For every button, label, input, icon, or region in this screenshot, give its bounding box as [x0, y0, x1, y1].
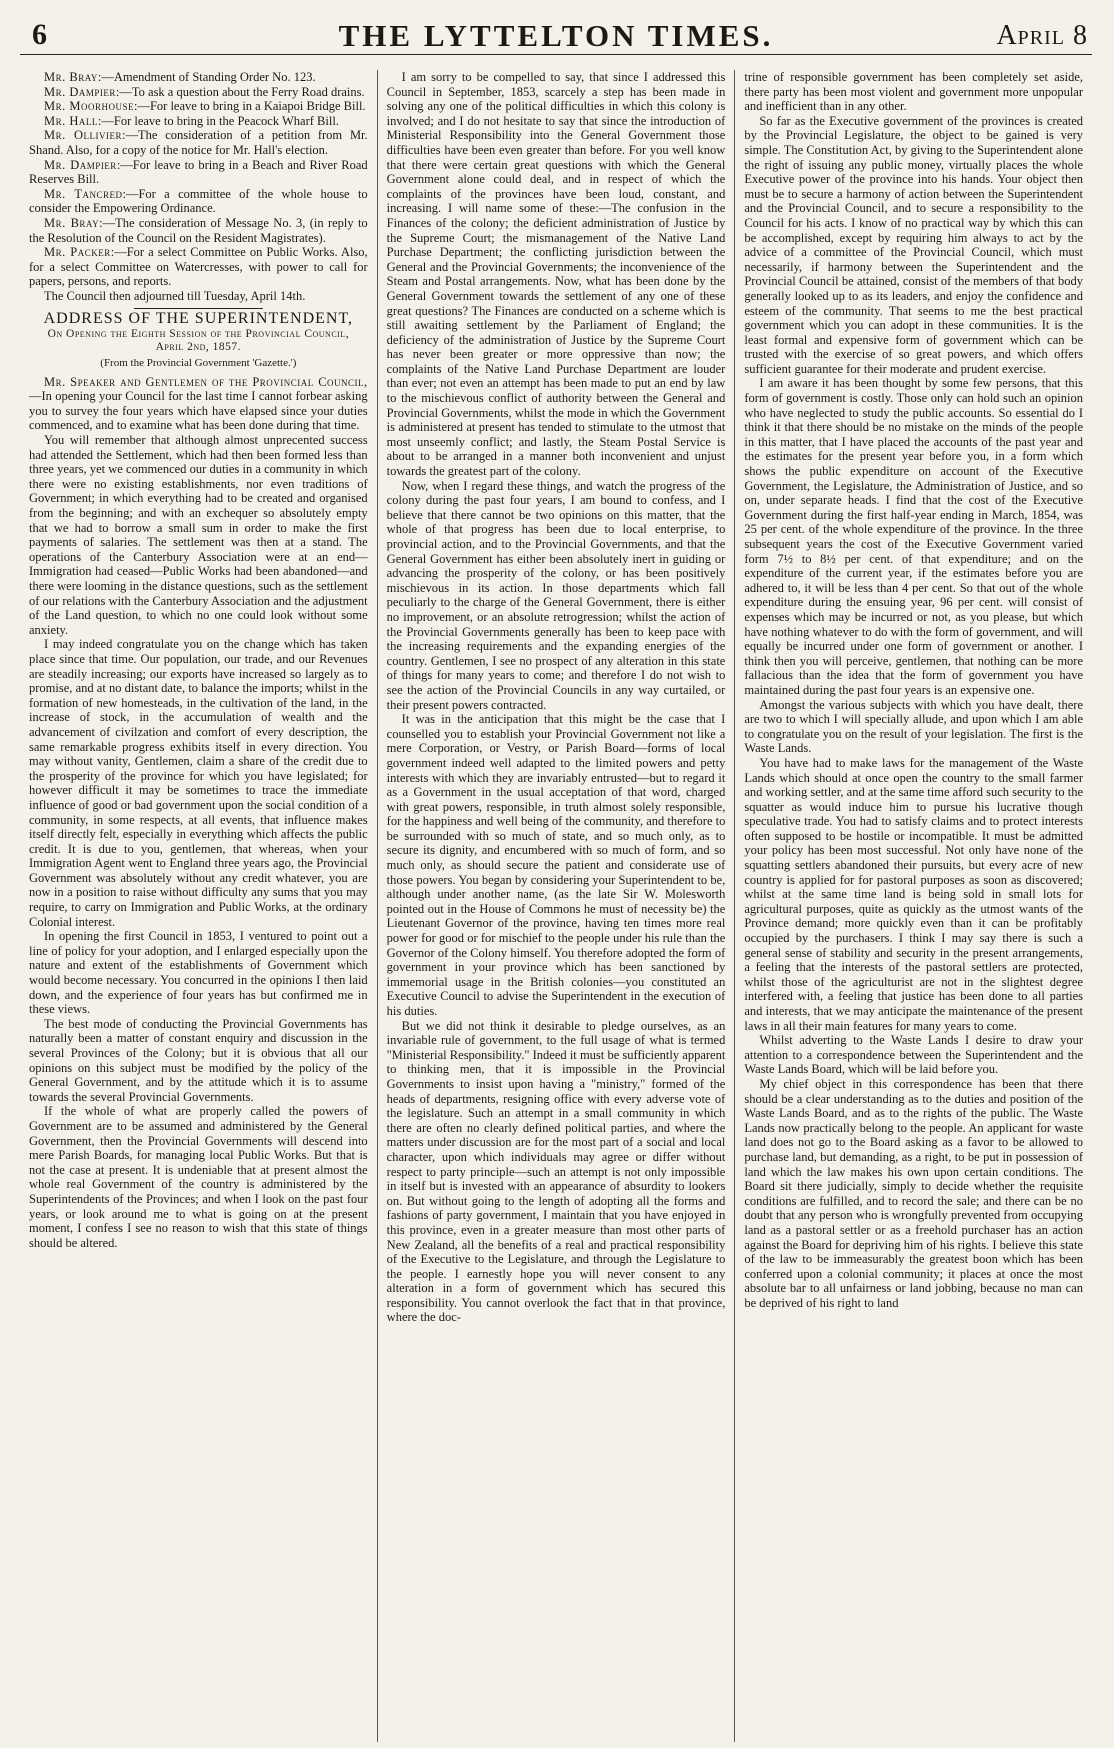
article-paragraph: trine of responsible government has been completely set aside, there party has been most violent and government more unpopular and inefficient than in any other.: [744, 70, 1084, 114]
page-number: 6: [32, 18, 47, 51]
article-paragraph: I may indeed congratulate you on the change which has taken place since that time. Our population, our trade, and our Revenues are steadily increasing; our exports have increased so largely as to promise, and at no distant date, to balance the imports; whilst in the formation of new homesteads, in the cultivation of the land, in the increase of stock, in the accumulation of wealth and the advancement of civilzation and comfort of every description, the same remarkable progress exhibits itself in every direction. You may without vanity, Gentlemen, claim a share of the credit due to the prosperity of the province for which you have legislated; for however difficult it may be sometimes to trace the immediate influence of good or bad government upon the social condition of a community, in some respects, at all events, that influence makes itself directly felt, especially in everything which affects the public credit. It is due to you, gentlemen, that whereas, when your Immigration Agent went to England three years ago, the Provincial Government was absolutely without any credit whatever, you are now in a position to raise without difficulty any sums that you may require, to carry on Immigration and Public Works, at the ordinary Colonial interest.: [29, 637, 368, 929]
article-paragraph: Now, when I regard these things, and watch the progress of the colony during the past four years, I am bound to confess, and I believe that there cannot be two opinions on this matter, that the whole of that progress has been due to local enterprise, to provincial action, and to the Provincial Governments, and that the General Government has either been absolutely inert in guiding or advancing the prosperity of the colony, or has been positively mischievous in its action. In those departments which fall peculiarly to the charge of the General Government, there is either no improvement, or an absolute retrogression; whilst the action of the Provincial Governments generally has been to keep pace with the increasing requirements and the expanding energies of the country. Gentlemen, I see no prospect of any alteration in this state of things for many years to come; and therefore I do not wish to see the action of the Provincial Councils in any way curtailed, or their present powers contracted.: [386, 478, 726, 712]
motion-speaker: Mr. Packer: [44, 245, 111, 260]
article-subheading: On Opening the Eighth Session of the Provincial Council, April 2nd, 1857.: [47, 328, 350, 354]
motion-item: [29, 99, 368, 114]
motion-speaker: Mr. Tancred: [44, 186, 123, 201]
salutation: Mr. Speaker and Gentlemen of the Provincial Council,: [44, 374, 368, 389]
motion-item: [29, 85, 368, 100]
motion-speaker: Mr. Bray: [44, 70, 98, 84]
motion-item: [29, 70, 368, 85]
motion-speaker: Mr. Hall: [44, 113, 98, 128]
motion-speaker: Mr. Moorhouse: [44, 99, 134, 114]
adjournment-note: The Council then adjourned till Tuesday, April 14th.: [44, 288, 306, 303]
article-paragraph: It was in the anticipation that this might be the case that I counselled you to establish your Provincial Government not like a mere Corporation, or Vestry, or Parish Board—forms of local government indeed well adapted to the limited powers and petty interests with which they are invariably entrusted—but to regard it as a Government in the usual acceptation of that word, charged with great powers, responsible, in truth almost solely responsible, for the happiness and well being of the community, and therefore to be surrounded with so much of state, and so much only, as to secure its dignity, and encumbered with so much of form, and so much only, as should secure the patient and considerate use of those powers. You began by considering your Superintendent to be, although under another name, (as the late Sir W. Molesworth pointed out in the House of Commons he must of necessity be) the Lieutenant Governor of the province, having ten times more real power for good or for mischief to the people under his rule than the Governor of the Colony himself. You therefore adopted the form of government in your province which has been sanctioned by immemorial usage in the British colonies—you constituted an Executive Council to advise the Superintendent in the execution of his duties.: [386, 712, 726, 1018]
article-paragraph: In opening the first Council in 1853, I ventured to point out a line of policy for your adoption, and I enlarged especially upon the nature and extent of the establishments of Government which would become necessary. You concurred in the opinions I then laid down, and the experience of four years has but confirmed me in these views.: [29, 929, 368, 1017]
column-3: [734, 70, 1092, 1742]
motion-speaker: Mr. Dampier: [44, 157, 117, 172]
article-paragraph: My chief object in this correspondence has been that there should be a clear understanding as to the duties and position of the Waste Lands Board, and as to the rights of the public. The Waste Lands now practically belong to the people. An applicant for waste land does not go to the Board asking as a favor to be allowed to purchase land, but demanding, as a right, to be put in possession of land which the law makes his own upon certain conditions. The Board sit there judicially, simply to decide whether the requisite conditions are fulfilled, and to record the sale; and there can be no doubt that any person who is wrongfully prevented from occupying land as a pastoral settler or as a freehold purchaser has an action against the Board for depriving him of his rights. I believe this state of the law to be immeasurably the greatest boon which has been conferred upon a colonial community; it places at once the most absolute bar to all unfairness or land jobbing, because no man can be deprived of his right to land: [744, 1076, 1084, 1310]
motion-text: :—For leave to bring in a Kaiapoi Bridge Bill.: [134, 99, 366, 114]
section-divider: [134, 308, 263, 309]
article-source: (From the Provincial Government 'Gazette.'): [100, 357, 297, 370]
motion-text: :—To ask a question about the Ferry Road drains.: [115, 84, 365, 99]
article-paragraph: You have had to make laws for the management of the Waste Lands which should at once open the country to the small farmer and working settler, and at the same time afford such security to the squatter as would induce him to pursue his lucrative though speculative trade. You had to satisfy claims and to protect interests often supposed to be hostile or incompatible. It must be admitted your policy has been most successful. Not only have none of the squatting settlers abandoned their pursuits, but every acre of new country is applied for for pastoral purposes as soon as discovered; whilst at the same time land is being sold in small lots for agricultural purposes, quite as quickly as the utmost wants of the Province demand; more quickly even than it can be profitably occupied by the purchasers. I think I may say there is such a general sense of stability and security in the present arrangements, a feeling that the interests of the pastoral settlers are protected, whilst those of the agriculturist are not in the slightest degree interfered with, a feeling that justice has been done to all parties and interests, that we may anticipate the maintenance of the present laws in all their main features for many years to come.: [744, 755, 1084, 1033]
motion-item: [29, 128, 368, 157]
motion-item: [29, 245, 368, 289]
motion-item: [29, 187, 368, 216]
motion-item: [29, 114, 368, 129]
column-2: [377, 70, 735, 1742]
motion-text: :—The consideration of a petition from Mr. Shand. Also, for a copy of the notice for Mr. Hall's election.: [29, 128, 368, 157]
article-paragraph: I am sorry to be compelled to say, that since I addressed this Council in September, 1853, scarcely a step has been made in solving any one of the political difficulties in which this colony is involved; and I do not hesitate to say that since the introduction of Ministerial Responsibility into the General Government those difficulties have been even greater than before. For you well know that there were certain great questions with which the General Government alone could deal, and in respect of which the complaints of the provinces have been loud, constant, and increasing. I will name some of these:—The confusion in the Finances of the colony; the deficient administration of Justice by the Supreme Court; the mismanagement of the Native Land Purchase Department; the conflicting jurisdiction between the General and the Provincial Governments; the inconvenience of the Steam and Postal arrangements. Now, what has been done by the General Government towards the settlement of any one of these great questions? The Finances are conducted on a scheme which is still awaiting settlement by the Parliament of England; the deficiency of the administration of Justice by the Supreme Court has never been greater or more oppressive than now; the complaints of the Native Land Purchase Department are louder than ever; not even an attempt has been made to put an end by law to the mischievous conflict of authority between the General and Provincial Governments, whilst the mode in which the Government is administered at present has tended to stimulate to the utmost that most unseemly conflict; and lastly, the Steam Postal Service is about to be arranged in a manner both inconvenient and unjust towards the greatest part of the colony.: [386, 70, 726, 479]
article-paragraph: If the whole of what are properly called the powers of Government are to be assumed and administered by the General Government, then the Provincial Governments will descend into mere Parish Boards, for managing local Public Works. But that is not the case at present. It is undeniable that at present almost the whole real Government of the country is administered by the Superintendents of the Provinces; and when I look on the past four years, or look around me to what is going on at the present moment, I confess I see no reason to wish that this state of things should be altered.: [29, 1104, 368, 1250]
article-paragraph: Amongst the various subjects with which you have dealt, there are two to which I will specially allude, and upon which I am able to congratulate you on the result of your legislation. The first is the Waste Lands.: [744, 697, 1084, 756]
text-columns: [20, 70, 1092, 1742]
paragraph-text: —In opening your Council for the last time I cannot forbear asking you to survey the four years which have elapsed since your duties commenced, and to examine what has been done during that time.: [29, 389, 368, 433]
issue-date: April 8: [996, 20, 1088, 51]
article-paragraph: The best mode of conducting the Provincial Governments has naturally been a matter of constant enquiry and discussion in the several Provinces of the Colony; but it is obvious that all our opinions on this subject must be modified by the policy of the General Government, and by the attitude which it is to assume towards the several Provincial Governments.: [29, 1016, 368, 1104]
masthead: [20, 14, 1092, 55]
motion-item: [29, 216, 368, 245]
article-paragraph: So far as the Executive government of the provinces is created by the Provincial Legislature, the object to be gained is very simple. The Constitution Act, by giving to the Superintendent alone the right of issuing any public money, virtually places the whole Executive power of the province into his hands. Your object then must be to secure a harmony of action between the Superintendent and the Provincial Council, and to secure a responsibility to the Council for his acts. I know of no practical way by which this can be accomplished, except by requiring him always to act by the advice of a committee of the Provincial Council, which must necessarily, if harmony between the Superintendent and the Provincial Council be attained, consist of the members of that body generally looked up to as its leaders, and enjoy the confidence and esteem of the community. That seems to me the best practical government which you can adopt in these communities. It is the least formal and expensive form of government which can be trusted with the exercise of so great powers, and which offers sufficient guarantee for their moderate and prudent exercise.: [744, 113, 1084, 376]
article-heading: ADDRESS OF THE SUPERINTENDENT,: [43, 309, 354, 327]
motion-text: :—For a select Committee on Public Works. Also, for a select Committee on Watercresses, with power to call for papers, persons, and reports.: [29, 245, 368, 289]
column-1: [20, 70, 377, 1742]
article-paragraph: But we did not think it desirable to pledge ourselves, as an invariable rule of government, to the full usage of what is termed "Ministerial Responsibility." Indeed it must be sufficiently apparent to thinking men, that it is impossible in the Provincial Governments to insist upon having a "ministry," formed of the heads of departments, resigning office with every adverse vote of the legislature. Such an attempt in a small community in which there are often no clearly defined political parties, and where the matters under discussion are for the most part of a social and local character, upon which individuals may agree or differ without respect to party principle—such an attempt is not only impossible in itself but is invested with an appearance of absurdity to lookers on. But without going to the length of adopting all the forms and fashions of party government, I maintain that you have enjoyed in this province, even in a greater measure than most other parts of New Zealand, all the benefits of a real and practical responsibility of the Executive to the Legislature, and through the Legislature to the people. I earnestly hope you will never consent to any alteration in a form of government which has secured this responsibility. You cannot overlook the fact that in that province, where the doc-: [386, 1018, 726, 1325]
motion-text: :—For leave to bring in the Peacock Wharf Bill.: [97, 113, 339, 128]
motion-speaker: Mr. Ollivier: [44, 128, 123, 143]
article-paragraph: You will remember that although almost unprecented success had attended the Settlement, which had then been formed less than three years, yet we commenced our duties in a community in which there were no existing establishments, nor even traditions of Government; in which everything had to be created and organised from the beginning; and with an exchequer so absolutely empty that we had to borrow a small sum in order to make the first payments of salaries. The settlement was then at a stand. The operations of the Canterbury Association were at an end—Immigration had ceased—Public Works had been abandoned—and there were looming in the distance questions, such as the settlement of our relations with the Canterbury Association and the adjustment of the Land question, to which no one could look without some anxiety.: [29, 433, 368, 637]
motion-speaker: Mr. Dampier: [44, 84, 116, 99]
motion-text: :—The consideration of Message No. 3, (in reply to the Resolution of the Council on the Resident Magistrates).: [29, 215, 368, 245]
motion-item: [29, 158, 368, 187]
article-paragraph: Whilst adverting to the Waste Lands I desire to draw your attention to a correspondence between the Superintendent and the Waste Lands Board, which will be laid before you.: [744, 1033, 1084, 1077]
paper-title: THE LYTTELTON TIMES.: [338, 18, 774, 53]
motion-speaker: Mr. Bray: [44, 215, 100, 230]
motion-text: :—For leave to bring in a Beach and River Road Reserves Bill.: [29, 157, 368, 187]
article-paragraph: [29, 375, 368, 433]
article-paragraph: I am aware it has been thought by some few persons, that this form of government is costly. Those only can hold such an opinion who have neglected to study the public accounts. So essential do I think it that there should be no mistake on the minds of the people in this matter, that I have placed the accounts of the past year and the estimates for the present year before you, in a form which shows the public expenditure on account of the Executive Government, the Legislature, the Administration of Justice, and so on, under separate heads. I find that the cost of the Executive Government during the first half-year ending in March, 1854, was 25 per cent. of the whole expenditure of the province. In the three subsequent years the cost of the Executive Government varied form 7½ to 8½ per cent. of that expenditure; and on the expenditure of the current year, if the estimates before you are adhered to, it will be less than 4 per cent. So that out of the whole expenditure during the ensuing year, 96 per cent. will consist of expenses which may be incurred or not, as you please, but which have nothing whatever to do with the form of government, and will equally be incurred under one form of government or another. I think then you will perceive, gentlemen, that nothing can be more fallacious than the idea that the form of government you have maintained during the past four years is an expensive one.: [744, 376, 1084, 697]
motion-text: :—For a committee of the whole house to consider the Empowering Ordinance.: [29, 186, 368, 216]
motion-text: :—Amendment of Standing Order No. 123.: [97, 70, 316, 84]
